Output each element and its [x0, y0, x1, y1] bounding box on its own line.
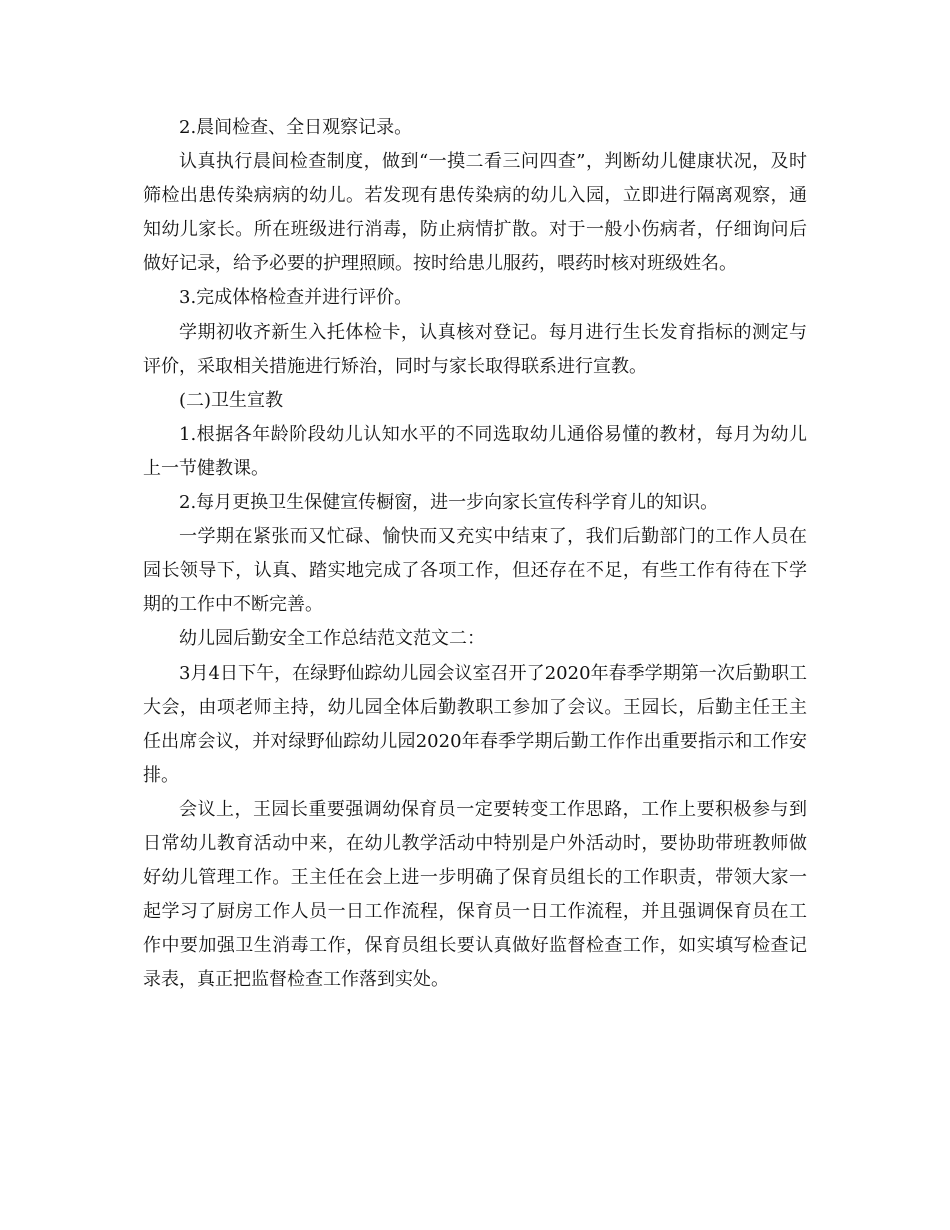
paragraph-2: 认真执行晨间检查制度，做到“一摸二看三问四查”，判断幼儿健康状况，及时筛检出患传染病病的幼儿。若发现有患传染病的幼儿入园，立即进行隔离观察，通知幼儿家长。所在班级进行消毒，防止病情扩散。对于一般小伤病者，仔细询问后做好记录，给予必要的护理照顾。按时给患儿服药，喂药时核对班级姓名。: [143, 151, 807, 275]
paragraph-8: 一学期在紧张而又忙碌、愉快而又充实中结束了，我们后勤部门的工作人员在园长领导下，认真、踏实地完成了各项工作，但还存在不足，有些工作有待在下学期的工作中不断完善。: [143, 526, 807, 616]
paragraph-6: 1.根据各年龄阶段幼儿认知水平的不同选取幼儿通俗易懂的教材，每月为幼儿上一节健教课。: [143, 423, 807, 479]
paragraph-5: (二)卫生宣教: [179, 389, 284, 411]
paragraph-1: 2.晨间检查、全日观察记录。: [179, 117, 413, 138]
paragraph-4: 学期初收齐新生入托体检卡，认真核对登记。每月进行生长发育指标的测定与评价，采取相关措施进行矫治，同时与家长取得联系进行宣教。: [143, 321, 807, 377]
paragraph-11: 会议上，王园长重要强调幼保育员一定要转变工作思路，工作上要积极参与到日常幼儿教育活动中来，在幼儿教学活动中特别是户外活动时，要协助带班教师做好幼儿管理工作。王主任在会上进一步明确了保育员组长的工作职责，带领大家一起学习了厨房工作人员一日工作流程，保育员一日工作流程，并且强调保育员在工作中要加强卫生消毒工作，保育员组长要认真做好监督检查工作，如实填写检查记录表，真正把监督检查工作落到实处。: [143, 798, 807, 991]
paragraph-10: 3月4日下午，在绿野仙踪幼儿园会议室召开了2020年春季学期第一次后勤职工大会，由项老师主持，幼儿园全体后勤教职工参加了会议。王园长，后勤主任王主任出席会议，并对绿野仙踪幼儿园2020年春季学期后勤工作作出重要指示和工作安排。: [143, 662, 807, 786]
paragraph-3: 3.完成体格检查并进行评价。: [179, 287, 413, 309]
document-body: [143, 111, 807, 997]
paragraph-9: 幼儿园后勤安全工作总结范文范文二：: [179, 628, 485, 650]
paragraph-7: 2.每月更换卫生保健宣传橱窗，进一步向家长宣传科学育儿的知识。: [179, 492, 719, 514]
